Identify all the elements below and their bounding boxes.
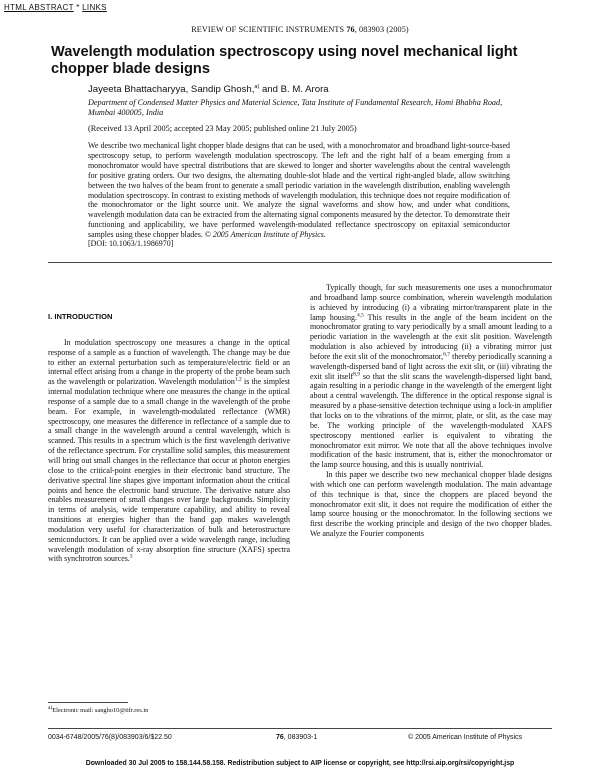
received-dates: (Received 13 April 2005; accepted 23 May 2005; published online 21 July 2005) [88,124,357,133]
citation: 6,7 [443,351,450,358]
journal-volume: 76 [346,25,355,34]
footer-page-number: , 083903-1 [283,734,318,741]
doi: [DOI: 10.1063/1.1986970] [88,239,174,248]
text-run: In modulation spectroscopy one measures a change in the optical response of a sample as a function of wavelength. The change may be due to either an external perturbation such as temperature/electric field or an internal effect arising from a change in the property of the probe beam such as the wavelength or polarization. Wavelength modulation [48,337,290,387]
text-run: so that the slit scans the wavelength-dispersed light band, again resulting in a periodic change in the wavelength of the emergent light about a central wavelength. The difference in the optical response signal is measured by a phase-sensitive detection technique using a lock-in amplifier that locks on to the vibrations of the mirror, plate, or slit, as the case may be. The working principle of the wavelength-modulated XAFS spectroscopy mentioned earlier is equivalent to vibrating the monochromator exit mirror. We note that all the above techniques involve modification of the basic instrument, that is, either the monochromator or the lamp source housing, and this is usually nontrivial. [310,371,552,470]
abstract-body: We describe two mechanical light chopper blade designs that can be used, with a monochromator and broadband light-source-based spectroscopy setup, to perform wavelength modulation spectroscopy. The left and the right half of a beam emerging from a monochromator would have spectral distributions that are skewed to longer and shorter wavelengths about the central wavelength for positive grating orders. Our two designs, the alternating double-slot blade and the vertical right-angled blade, allow switching between the two halves of the beam front to generate a small periodic variation in the wavelength distribution, enabling wavelength modulation spectroscopy. In contrast to existing methods of wavelength modulation, this technique does not require modification of the monochromator or the light source unit. We analyze the signal waveforms and show how, and under what conditions, wavelength modulation data can be extracted from the alternating signal components measured by the detector. To demonstrate their functioning and applicability, we have performed wavelength-modulated reflectance spectroscopy on epitaxial semiconductor samples using these chopper blades. © [88,141,510,240]
journal-issue: , 083903 (2005) [354,25,409,34]
authors-rest: and B. M. Arora [259,84,329,95]
right-column [310,283,552,539]
authors-first: Jayeeta Bhattacharyya, Sandip Ghosh, [88,84,255,95]
citation: 3 [129,553,133,560]
links-link[interactable]: LINKS [82,3,107,12]
journal-name: REVIEW OF SCIENTIFIC INSTRUMENTS [191,25,345,34]
author-footnote-mark: a) [254,83,260,90]
text-run: is the simplest internal modulation technique where one measures the change in the optical response of a sample due to a small change in the wavelength of the probe beam. For example, in wavelength-modulated reflectance (WMR) spectroscopy, one measures the difference in reflectance of a sample due to a small change in the wavelength around a central wavelength, which is scanned. This results in a spectrum which is the first wavelength derivative of the reflectance spectrum. For crystalline solid samples, this measurement will bring out small changes in the reflectance that occur at photon energies close to the critical-point energies in their electronic band structure. The derivative spectral line shapes give important information about the critical points and hence the electronic band structure. The derivative nature also enables measurement of small changes over large backgrounds. Simplicity in terms of analysis, wide temperature capability, and ability to reveal transitions at energies higher than the band gap makes wavelength modulation very useful for characterization of bulk and heterostructure semiconductors. It can be applied over a wide wavelength range, including wavelength modulation of x-ray absorption fine structure (XAFS) spectra with synchrotron sources. [48,377,291,564]
html-abstract-link[interactable]: HTML ABSTRACT [4,3,74,12]
journal-header [0,25,600,34]
abstract [88,141,510,240]
footnote-text: Electronic mail: sangho10@tifr.res.in [52,707,149,714]
article-title: Wavelength modulation spectroscopy using novel mechanical light chopper blade designs [51,44,518,77]
footnote-rule [48,702,128,703]
section-heading: I. INTRODUCTION [48,312,113,321]
citation: 1,2 [234,376,242,383]
text-run: thereby periodically scanning a wavelength-dispersed band of light across the exit slit, or (iii) vibrating the exit slit itself [310,351,553,381]
footer-page [276,734,317,741]
download-notice: Downloaded 30 Jul 2005 to 158.144.58.158. Redistribution subject to AIP license or copyright, see http://rsi.aip.org/rsi/copyright.jsp [85,760,515,767]
intro-paragraph-1 [48,338,290,564]
footer-issn: 0034-6748/2005/76(8)/083903/6/$22.50 [48,734,172,741]
top-links-bar [4,3,107,12]
text-run: This results in the angle of the beam incident on the monochromator grating to vary periodically by a small amount leading to a periodic variation in the wavelength at the exit slit position. Wavelength modulation is also achieved by introducing (ii) a vibrating mirror just before the exit slit of the monochromator, [310,312,552,361]
affiliation: Department of Condensed Matter Physics and Material Science, Tata Institute of Fundamental Research, Homi Bhabha Road, Mumbai 400005, India [88,98,503,117]
abstract-copyright: 2005 American Institute of Physics. [212,230,326,240]
intro-paragraph-2 [310,283,552,470]
intro-paragraph-3: In this paper we describe two new mechanical chopper blade designs with which one can perform wavelength modulation. The main advantage of this technique is that, since the choppers are placed beyond the monochromator exit slit, it does not require the modification of either the lamp source housing or the monochromator. In the following sections we first describe the working principle and design of the two chopper blades. We analyze the Fourier components [310,470,552,539]
text-run: Typically though, for such measurements one uses a monochromator and broadband lamp source combination, wherein wavelength modulation is achieved by introducing (i) a vibrating mirror/transparent plate in the lamp housing. [310,283,552,322]
citation: 4,5 [356,311,364,318]
left-column [48,312,290,564]
footer-copyright: © 2005 American Institute of Physics [408,734,523,741]
citation: 8,9 [353,370,361,377]
footnote [48,704,149,714]
footer-divider [48,728,552,729]
authors [88,84,329,95]
section-divider [48,262,552,263]
footer-volume: 76 [276,734,284,741]
footnote-mark: a) [48,704,53,711]
topbar-separator: * [73,3,83,12]
